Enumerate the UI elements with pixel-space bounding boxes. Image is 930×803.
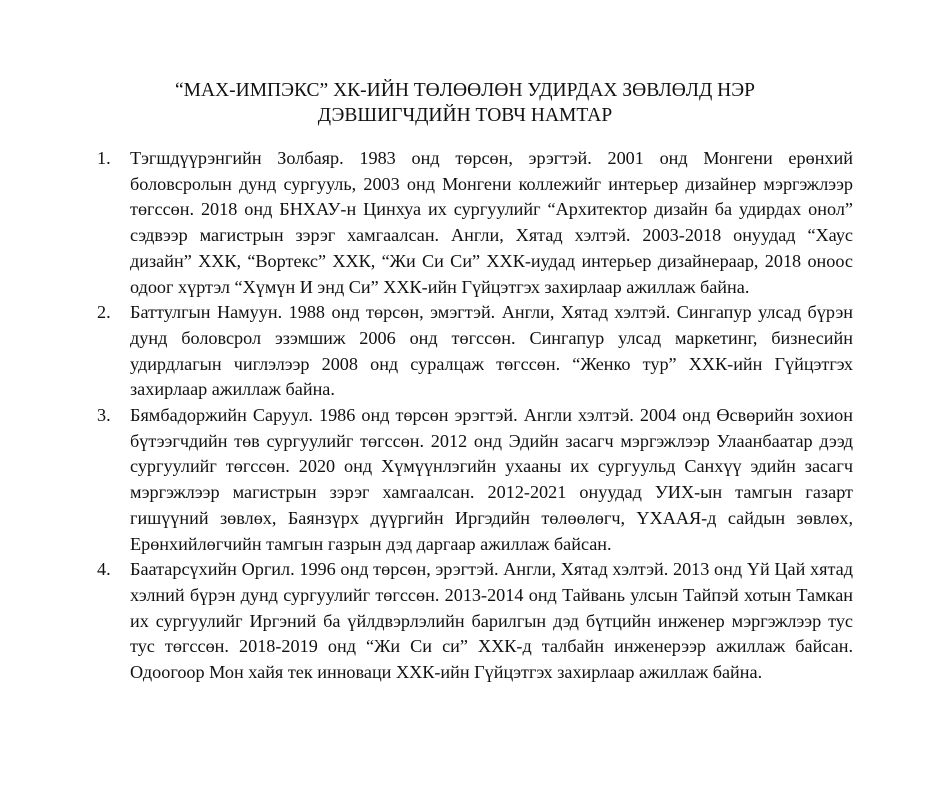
- candidate-bio-item: [97, 146, 853, 300]
- candidate-bio-list: [97, 146, 853, 686]
- bio-text: Баттулгын Намуун. 1988 онд төрсөн, эмэгтэй. Англи, Хятад хэлтэй. Сингапур улсад бүрэн дунд боловсрол эзэмшиж 2006 онд төгссөн. Сингапур улсад маркетинг, бизнесийн удирдлагын чиглэлээр 2008 онд суралцаж төгссөн. “Женко тур” ХХК-ийн Гүйцэтгэх захирлаар ажиллаж байна.: [130, 302, 853, 400]
- candidate-bio-item: [97, 300, 853, 403]
- bio-number: 2.: [97, 302, 111, 323]
- document-title-line-1: “МАХ-ИМПЭКС” ХК-ИЙН ТӨЛӨӨЛӨН УДИРДАХ ЗӨВЛӨЛД НЭР: [174, 80, 755, 101]
- bio-text: Тэгшдүүрэнгийн Золбаяр. 1983 онд төрсөн, эрэгтэй. 2001 онд Монгени ерөнхий боловсролын дунд сургууль, 2003 онд Монгени коллежийг интерьер дизайнер мэргэжлээр төгссөн. 2018 онд БНХАУ-н Цинхуа их сургуулийг “Архитектор дизайн ба удирдах онол” сэдвээр магистрын зэрэг хамгаалсан. Англи, Хятад хэлтэй. 2003-2018 онуудад “Хаус дизайн” ХХК, “Вортекс” ХХК, “Жи Си Си” ХХК-иудад интерьер дизайнераар, 2018 оноос одоог хүртэл “Хүмүн И энд Си” ХХК-ийн Гүйцэтгэх захирлаар ажиллаж байна.: [130, 148, 853, 297]
- document-title: [0, 78, 930, 128]
- candidate-bio-item: [97, 403, 853, 557]
- candidate-bio-item: [97, 557, 853, 686]
- bio-text: Бямбадоржийн Саруул. 1986 онд төрсөн эрэгтэй. Англи хэлтэй. 2004 онд Өсвөрийн зохион бүтээгчдийн төв сургуулийг төгссөн. 2012 онд Эдийн засагч мэргэжлээр Улаанбаатар дээд сургуулийг төгссөн. 2020 онд Хүмүүнлэгийн ухааны их сургуульд Санхүү эдийн засагч мэргэжлээр магистрын зэрэг хамгаалсан. 2012-2021 онуудад УИХ-ын тамгын газарт гишүүний зөвлөх, Баянзүрх дүүргийн Иргэдийн төлөөлөгч, ҮХААЯ-д сайдын зөвлөх, Ерөнхийлөгчийн тамгын газрын дэд даргаар ажиллаж байсан.: [130, 405, 853, 554]
- bio-number: 4.: [97, 559, 111, 580]
- bio-text: Баатарсүхийн Оргил. 1996 онд төрсөн, эрэгтэй. Англи, Хятад хэлтэй. 2013 онд Үй Цай хятад хэлний бүрэн дунд сургуулийг төгссөн. 2013-2014 онд Тайвань улсын Тайпэй хотын Тамкан их сургуулийг Иргэний ба үйлдвэрлэлийн барилгын дэд бүтцийн инженер мэргэжлээр тус тус төгссөн. 2018-2019 онд “Жи Си си” ХХК-д талбайн инженерээр ажиллаж байсан. Одоогоор Мон хайя тек инноваци ХХК-ийн Гүйцэтгэх захирлаар ажиллаж байна.: [130, 559, 853, 683]
- bio-number: 3.: [97, 405, 111, 426]
- document-title-line-2: ДЭВШИГЧДИЙН ТОВЧ НАМТАР: [317, 105, 613, 126]
- bio-number: 1.: [97, 148, 111, 168]
